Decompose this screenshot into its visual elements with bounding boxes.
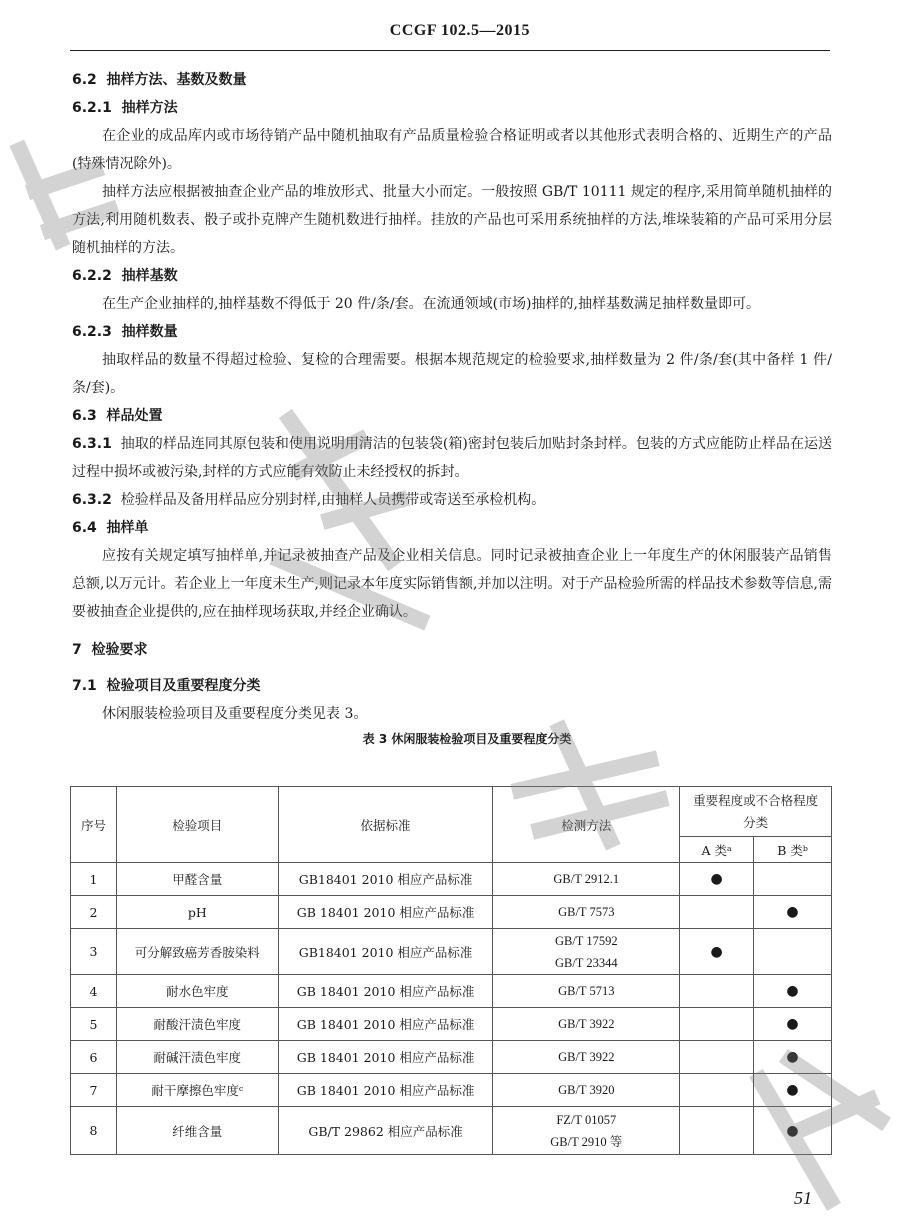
- table-row: [71, 1107, 832, 1155]
- row-item: pH: [116, 896, 278, 929]
- heading-6-2-1: 6.2.1 抽样方法: [72, 100, 178, 116]
- paragraph-6-4: 应按有关规定填写抽样单,并记录被抽查产品及企业相关信息。同时记录被抽查企业上一年度生产的休闲服装产品销售总额,以万元计。若企业上一年度未生产,则记录本年度实际销售额,并加以注明。对于产品检验所需的样品技术参数等信息,需要被抽查企业提供的,应在抽样现场获取,并经企业确认。: [72, 548, 832, 620]
- row-basis: GB18401 2010 相应产品标准: [278, 929, 493, 975]
- row-class-b-mark: ●: [754, 1074, 832, 1107]
- row-method: GB/T 3920: [493, 1074, 680, 1107]
- heading-6-4: 6.4 抽样单: [72, 520, 149, 536]
- row-class-a-mark: ●: [680, 929, 754, 975]
- header-no: 序号: [71, 787, 117, 863]
- table-row: [71, 975, 832, 1008]
- heading-6-2: 6.2 抽样方法、基数及数量: [72, 72, 247, 88]
- row-no: 1: [71, 863, 117, 896]
- row-method: [493, 929, 680, 975]
- heading-7: 7 检验要求: [72, 642, 148, 658]
- table-row: [71, 863, 832, 896]
- row-class-a-mark: [680, 1041, 754, 1074]
- row-class-b-mark: ●: [754, 1107, 832, 1155]
- row-basis: GB 18401 2010 相应产品标准: [278, 1041, 493, 1074]
- paragraph-6-2-3: 抽取样品的数量不得超过检验、复检的合理需要。根据本规范规定的检验要求,抽样数量为 2 件/条/套(其中备样 1 件/条/套)。: [72, 352, 832, 396]
- row-basis: GB18401 2010 相应产品标准: [278, 863, 493, 896]
- row-item: 耐酸汗渍色牢度: [116, 1008, 278, 1041]
- header-method: 检测方法: [493, 787, 680, 863]
- row-no: 8: [71, 1107, 117, 1155]
- row-class-b-mark: [754, 863, 832, 896]
- row-no: 5: [71, 1008, 117, 1041]
- paragraph-6-3-2: [72, 486, 832, 514]
- header-class: 重要程度或不合格程度分类: [680, 787, 832, 837]
- header-basis: 依据标准: [278, 787, 493, 863]
- row-basis: GB 18401 2010 相应产品标准: [278, 975, 493, 1008]
- page-number: 51: [794, 1188, 812, 1208]
- table-row: [71, 929, 832, 975]
- row-method-line-2: GB/T 2910 等: [550, 1134, 623, 1149]
- row-basis: GB 18401 2010 相应产品标准: [278, 896, 493, 929]
- row-class-b-mark: ●: [754, 896, 832, 929]
- table-caption: 表 3 休闲服装检验项目及重要程度分类: [362, 732, 572, 746]
- row-basis: GB 18401 2010 相应产品标准: [278, 1008, 493, 1041]
- row-item: 纤维含量: [116, 1107, 278, 1155]
- row-no: 4: [71, 975, 117, 1008]
- clause-text-6-3-1: 抽取的样品连同其原包装和使用说明用清洁的包装袋(箱)密封包装后加贴封条封样。包装的方式应能防止样品在运送过程中损坏或被污染,封样的方式应能有效防止未经授权的拆封。: [72, 436, 833, 480]
- row-class-b-mark: [754, 929, 832, 975]
- row-no: 7: [71, 1074, 117, 1107]
- table-row: [71, 1041, 832, 1074]
- row-no: 6: [71, 1041, 117, 1074]
- row-class-a-mark: [680, 1074, 754, 1107]
- standard-code: CCGF 102.5—2015: [389, 22, 530, 39]
- document-body: [72, 66, 832, 750]
- row-method-line-1: GB/T 17592: [554, 933, 618, 948]
- page-header: [70, 14, 830, 51]
- header-class-a: A 类ᵃ: [680, 837, 754, 863]
- paragraph-6-2-2: 在生产企业抽样的,抽样基数不得低于 20 件/条/套。在流通领域(市场)抽样的,抽样基数满足抽样数量即可。: [102, 296, 760, 312]
- heading-7-1: 7.1 检验项目及重要程度分类: [72, 678, 261, 694]
- row-method: GB/T 3922: [493, 1008, 680, 1041]
- heading-6-2-3: 6.2.3 抽样数量: [72, 324, 178, 340]
- row-item: 耐水色牢度: [116, 975, 278, 1008]
- row-method: GB/T 5713: [493, 975, 680, 1008]
- row-basis: GB/T 29862 相应产品标准: [278, 1107, 493, 1155]
- row-item: 耐干摩擦色牢度ᶜ: [116, 1074, 278, 1107]
- row-class-a-mark: [680, 1008, 754, 1041]
- row-method: GB/T 2912.1: [493, 863, 680, 896]
- row-method: GB/T 3922: [493, 1041, 680, 1074]
- header-class-b: B 类ᵇ: [754, 837, 832, 863]
- heading-6-3: 6.3 样品处置: [72, 408, 163, 424]
- clause-number-6-3-1: 6.3.1: [72, 436, 112, 452]
- row-item: 甲醛含量: [116, 863, 278, 896]
- row-class-b-mark: ●: [754, 1041, 832, 1074]
- row-item: 耐碱汗渍色牢度: [116, 1041, 278, 1074]
- table-row: [71, 1074, 832, 1107]
- paragraph-6-2-1-b: 抽样方法应根据被抽查企业产品的堆放形式、批量大小而定。一般按照 GB/T 10111 规定的程序,采用简单随机抽样的方法,利用随机数表、骰子或扑克牌产生随机数进行抽样。挂放的产品也可采用系统抽样的方法,堆垛装箱的产品可采用分层随机抽样的方法。: [72, 184, 832, 256]
- clause-text-6-3-2: 检验样品及备用样品应分别封样,由抽样人员携带或寄送至承检机构。: [120, 492, 546, 508]
- row-class-a-mark: [680, 1107, 754, 1155]
- table-row: [71, 896, 832, 929]
- row-class-a-mark: ●: [680, 863, 754, 896]
- row-no: 3: [71, 929, 117, 975]
- row-basis: GB 18401 2010 相应产品标准: [278, 1074, 493, 1107]
- paragraph-7-1: 休闲服装检验项目及重要程度分类见表 3。: [102, 706, 368, 722]
- row-class-a-mark: [680, 896, 754, 929]
- row-no: 2: [71, 896, 117, 929]
- row-method-line-2: GB/T 23344: [554, 955, 618, 970]
- inspection-items-table: [70, 786, 832, 1155]
- row-method: [493, 1107, 680, 1155]
- table-row: [71, 1008, 832, 1041]
- paragraph-6-3-1: [72, 430, 832, 486]
- paragraph-6-2-1-a: 在企业的成品库内或市场待销产品中随机抽取有产品质量检验合格证明或者以其他形式表明合格的、近期生产的产品(特殊情况除外)。: [72, 128, 832, 172]
- clause-number-6-3-2: 6.3.2: [72, 492, 112, 508]
- row-method-line-1: FZ/T 01057: [556, 1112, 617, 1127]
- row-class-b-mark: ●: [754, 975, 832, 1008]
- row-method: GB/T 7573: [493, 896, 680, 929]
- header-item: 检验项目: [116, 787, 278, 863]
- heading-6-2-2: 6.2.2 抽样基数: [72, 268, 178, 284]
- row-class-b-mark: ●: [754, 1008, 832, 1041]
- row-item: 可分解致癌芳香胺染料: [116, 929, 278, 975]
- row-class-a-mark: [680, 975, 754, 1008]
